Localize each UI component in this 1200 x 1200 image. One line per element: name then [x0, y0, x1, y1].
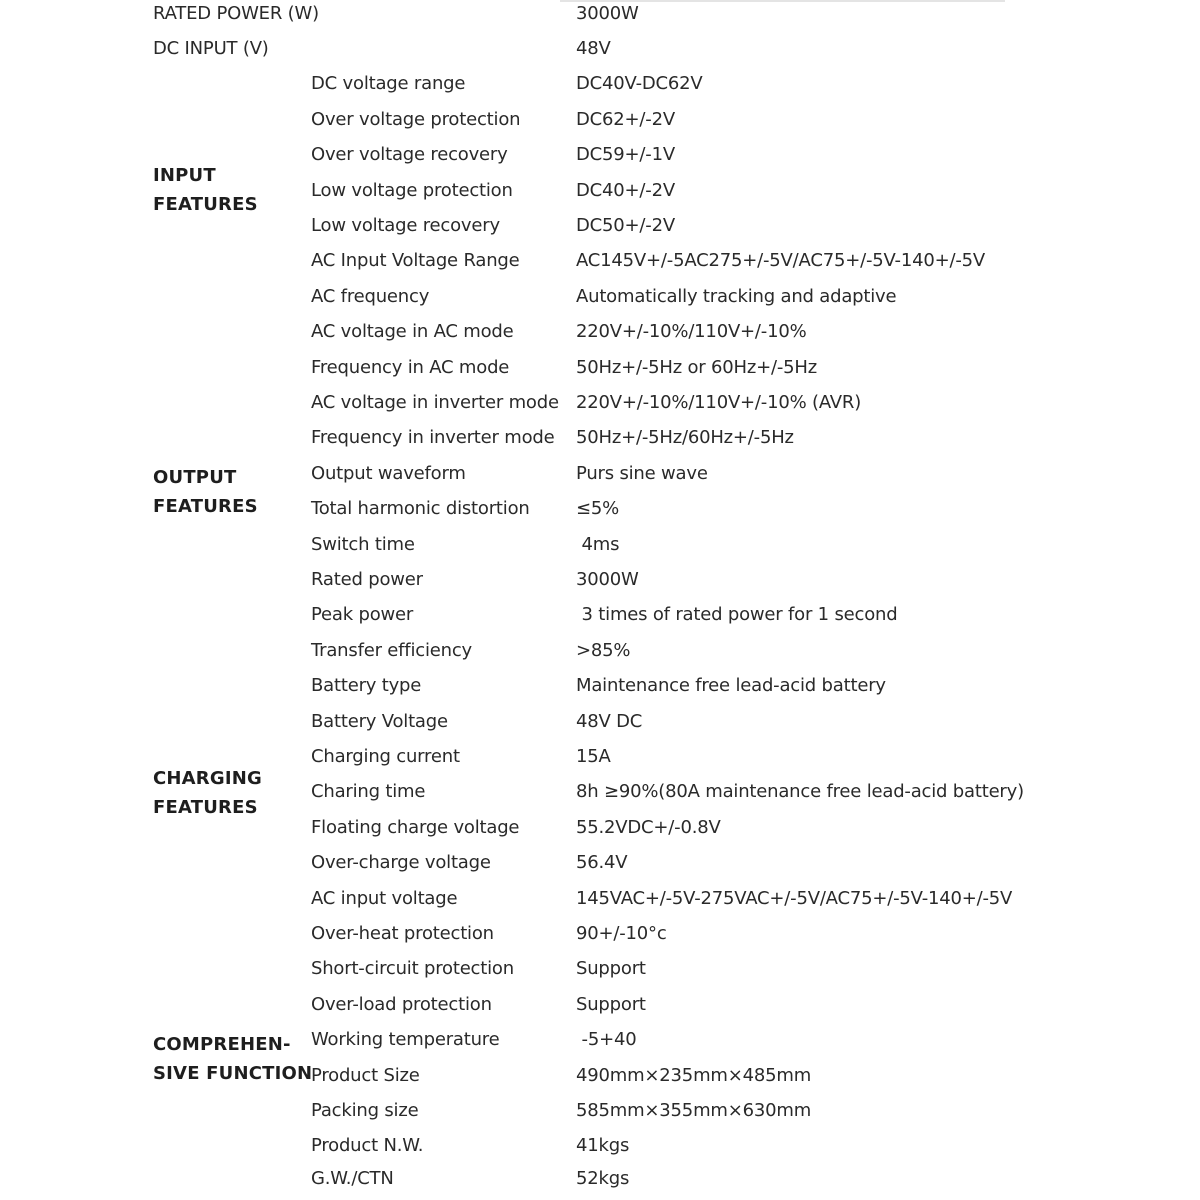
param-name: Transfer efficiency	[311, 640, 472, 661]
param-name: Over-load protection	[311, 994, 492, 1015]
param-value: ≤5%	[576, 498, 620, 519]
param-name: Product Size	[311, 1065, 420, 1086]
param-name: Product N.W.	[311, 1135, 424, 1156]
param-value: Support	[576, 958, 646, 979]
row-value: 3000W	[576, 3, 639, 24]
param-name: Charing time	[311, 781, 426, 802]
param-name: Peak power	[311, 604, 414, 625]
param-name: Over-heat protection	[311, 923, 494, 944]
param-name: Battery Voltage	[311, 711, 448, 732]
row-value: 48V	[576, 38, 611, 59]
param-name: Rated power	[311, 569, 423, 590]
param-name: Total harmonic distortion	[311, 498, 530, 519]
spec-row	[0, 708, 1200, 743]
param-value: 145VAC+/-5V-275VAC+/-5V/AC75+/-5V-140+/-5V	[576, 888, 1013, 909]
param-name: AC frequency	[311, 286, 430, 307]
section-label-line: CHARGING	[153, 768, 262, 789]
spec-row	[0, 814, 1200, 849]
spec-row	[0, 885, 1200, 920]
param-value: DC40V-DC62V	[576, 73, 703, 94]
param-name: Battery type	[311, 675, 422, 696]
param-name: AC input voltage	[311, 888, 458, 909]
param-value: 4ms	[576, 534, 620, 555]
spec-row-dc-input	[0, 35, 1200, 70]
param-name: AC Input Voltage Range	[311, 250, 520, 271]
param-value: 41kgs	[576, 1135, 630, 1156]
param-name: Switch time	[311, 534, 415, 555]
param-name: AC voltage in inverter mode	[311, 392, 559, 413]
section-label-line: FEATURES	[153, 194, 258, 215]
spec-row	[0, 106, 1200, 141]
param-value: 52kgs	[576, 1168, 630, 1189]
spec-row	[0, 318, 1200, 353]
param-value: DC40+/-2V	[576, 180, 675, 201]
spec-row	[0, 1132, 1200, 1167]
param-name: Low voltage recovery	[311, 215, 500, 236]
spec-row	[0, 1165, 1200, 1200]
section-label-line: SIVE FUNCTION	[153, 1063, 313, 1084]
param-value: DC59+/-1V	[576, 144, 675, 165]
spec-row	[0, 460, 1200, 495]
param-value: 3000W	[576, 569, 639, 590]
param-value: 220V+/-10%/110V+/-10% (AVR)	[576, 392, 862, 413]
param-name: Short-circuit protection	[311, 958, 514, 979]
param-name: Low voltage protection	[311, 180, 513, 201]
section-label-line: FEATURES	[153, 797, 258, 818]
spec-row	[0, 672, 1200, 707]
param-value: 490mm×235mm×485mm	[576, 1065, 812, 1086]
param-value: >85%	[576, 640, 631, 661]
param-name: DC voltage range	[311, 73, 466, 94]
param-value: Maintenance free lead-acid battery	[576, 675, 886, 696]
param-value: DC62+/-2V	[576, 109, 675, 130]
spec-row	[0, 920, 1200, 955]
param-value: 48V DC	[576, 711, 643, 732]
spec-row	[0, 743, 1200, 778]
spec-row	[0, 531, 1200, 566]
param-name: AC voltage in AC mode	[311, 321, 514, 342]
param-value: Support	[576, 994, 646, 1015]
param-value: AC145V+/-5AC275+/-5V/AC75+/-5V-140+/-5V	[576, 250, 986, 271]
spec-row	[0, 495, 1200, 530]
spec-row	[0, 212, 1200, 247]
spec-row	[0, 601, 1200, 636]
param-name: Over voltage protection	[311, 109, 521, 130]
param-name: Frequency in AC mode	[311, 357, 510, 378]
param-value: 55.2VDC+/-0.8V	[576, 817, 721, 838]
spec-row	[0, 70, 1200, 105]
param-value: 220V+/-10%/110V+/-10%	[576, 321, 807, 342]
row-label: RATED POWER (W)	[153, 3, 319, 24]
param-value: 3 times of rated power for 1 second	[576, 604, 898, 625]
param-value: -5+40	[576, 1029, 637, 1050]
param-value: 585mm×355mm×630mm	[576, 1100, 812, 1121]
spec-row	[0, 1062, 1200, 1097]
param-name: Floating charge voltage	[311, 817, 520, 838]
param-value: 15A	[576, 746, 611, 767]
spec-row-rated-power	[0, 0, 1200, 35]
param-value: 50Hz+/-5Hz or 60Hz+/-5Hz	[576, 357, 817, 378]
param-name: Over voltage recovery	[311, 144, 508, 165]
spec-row	[0, 955, 1200, 990]
param-value: DC50+/-2V	[576, 215, 675, 236]
param-value: 90+/-10°c	[576, 923, 667, 944]
spec-row	[0, 283, 1200, 318]
param-name: G.W./CTN	[311, 1168, 394, 1189]
spec-row	[0, 778, 1200, 813]
param-name: Output waveform	[311, 463, 466, 484]
param-value: 50Hz+/-5Hz/60Hz+/-5Hz	[576, 427, 794, 448]
section-label-line: INPUT	[153, 165, 216, 186]
param-name: Charging current	[311, 746, 460, 767]
spec-row	[0, 849, 1200, 884]
spec-row	[0, 354, 1200, 389]
param-name: Working temperature	[311, 1029, 500, 1050]
spec-row	[0, 141, 1200, 176]
spec-row	[0, 424, 1200, 459]
spec-row	[0, 247, 1200, 282]
param-name: Frequency in inverter mode	[311, 427, 555, 448]
spec-row	[0, 637, 1200, 672]
row-label: DC INPUT (V)	[153, 38, 269, 59]
param-value: 8h ≥90%(80A maintenance free lead-acid battery)	[576, 781, 1024, 802]
spec-row	[0, 389, 1200, 424]
param-name: Over-charge voltage	[311, 852, 491, 873]
param-value: Automatically tracking and adaptive	[576, 286, 897, 307]
spec-row	[0, 1097, 1200, 1132]
spec-row	[0, 177, 1200, 212]
section-label-line: FEATURES	[153, 496, 258, 517]
param-value: 56.4V	[576, 852, 628, 873]
spec-row	[0, 991, 1200, 1026]
section-label-line: OUTPUT	[153, 467, 237, 488]
param-value: Purs sine wave	[576, 463, 708, 484]
spec-row	[0, 566, 1200, 601]
spec-row	[0, 1026, 1200, 1061]
param-name: Packing size	[311, 1100, 419, 1121]
section-label-line: COMPREHEN-	[153, 1034, 291, 1055]
